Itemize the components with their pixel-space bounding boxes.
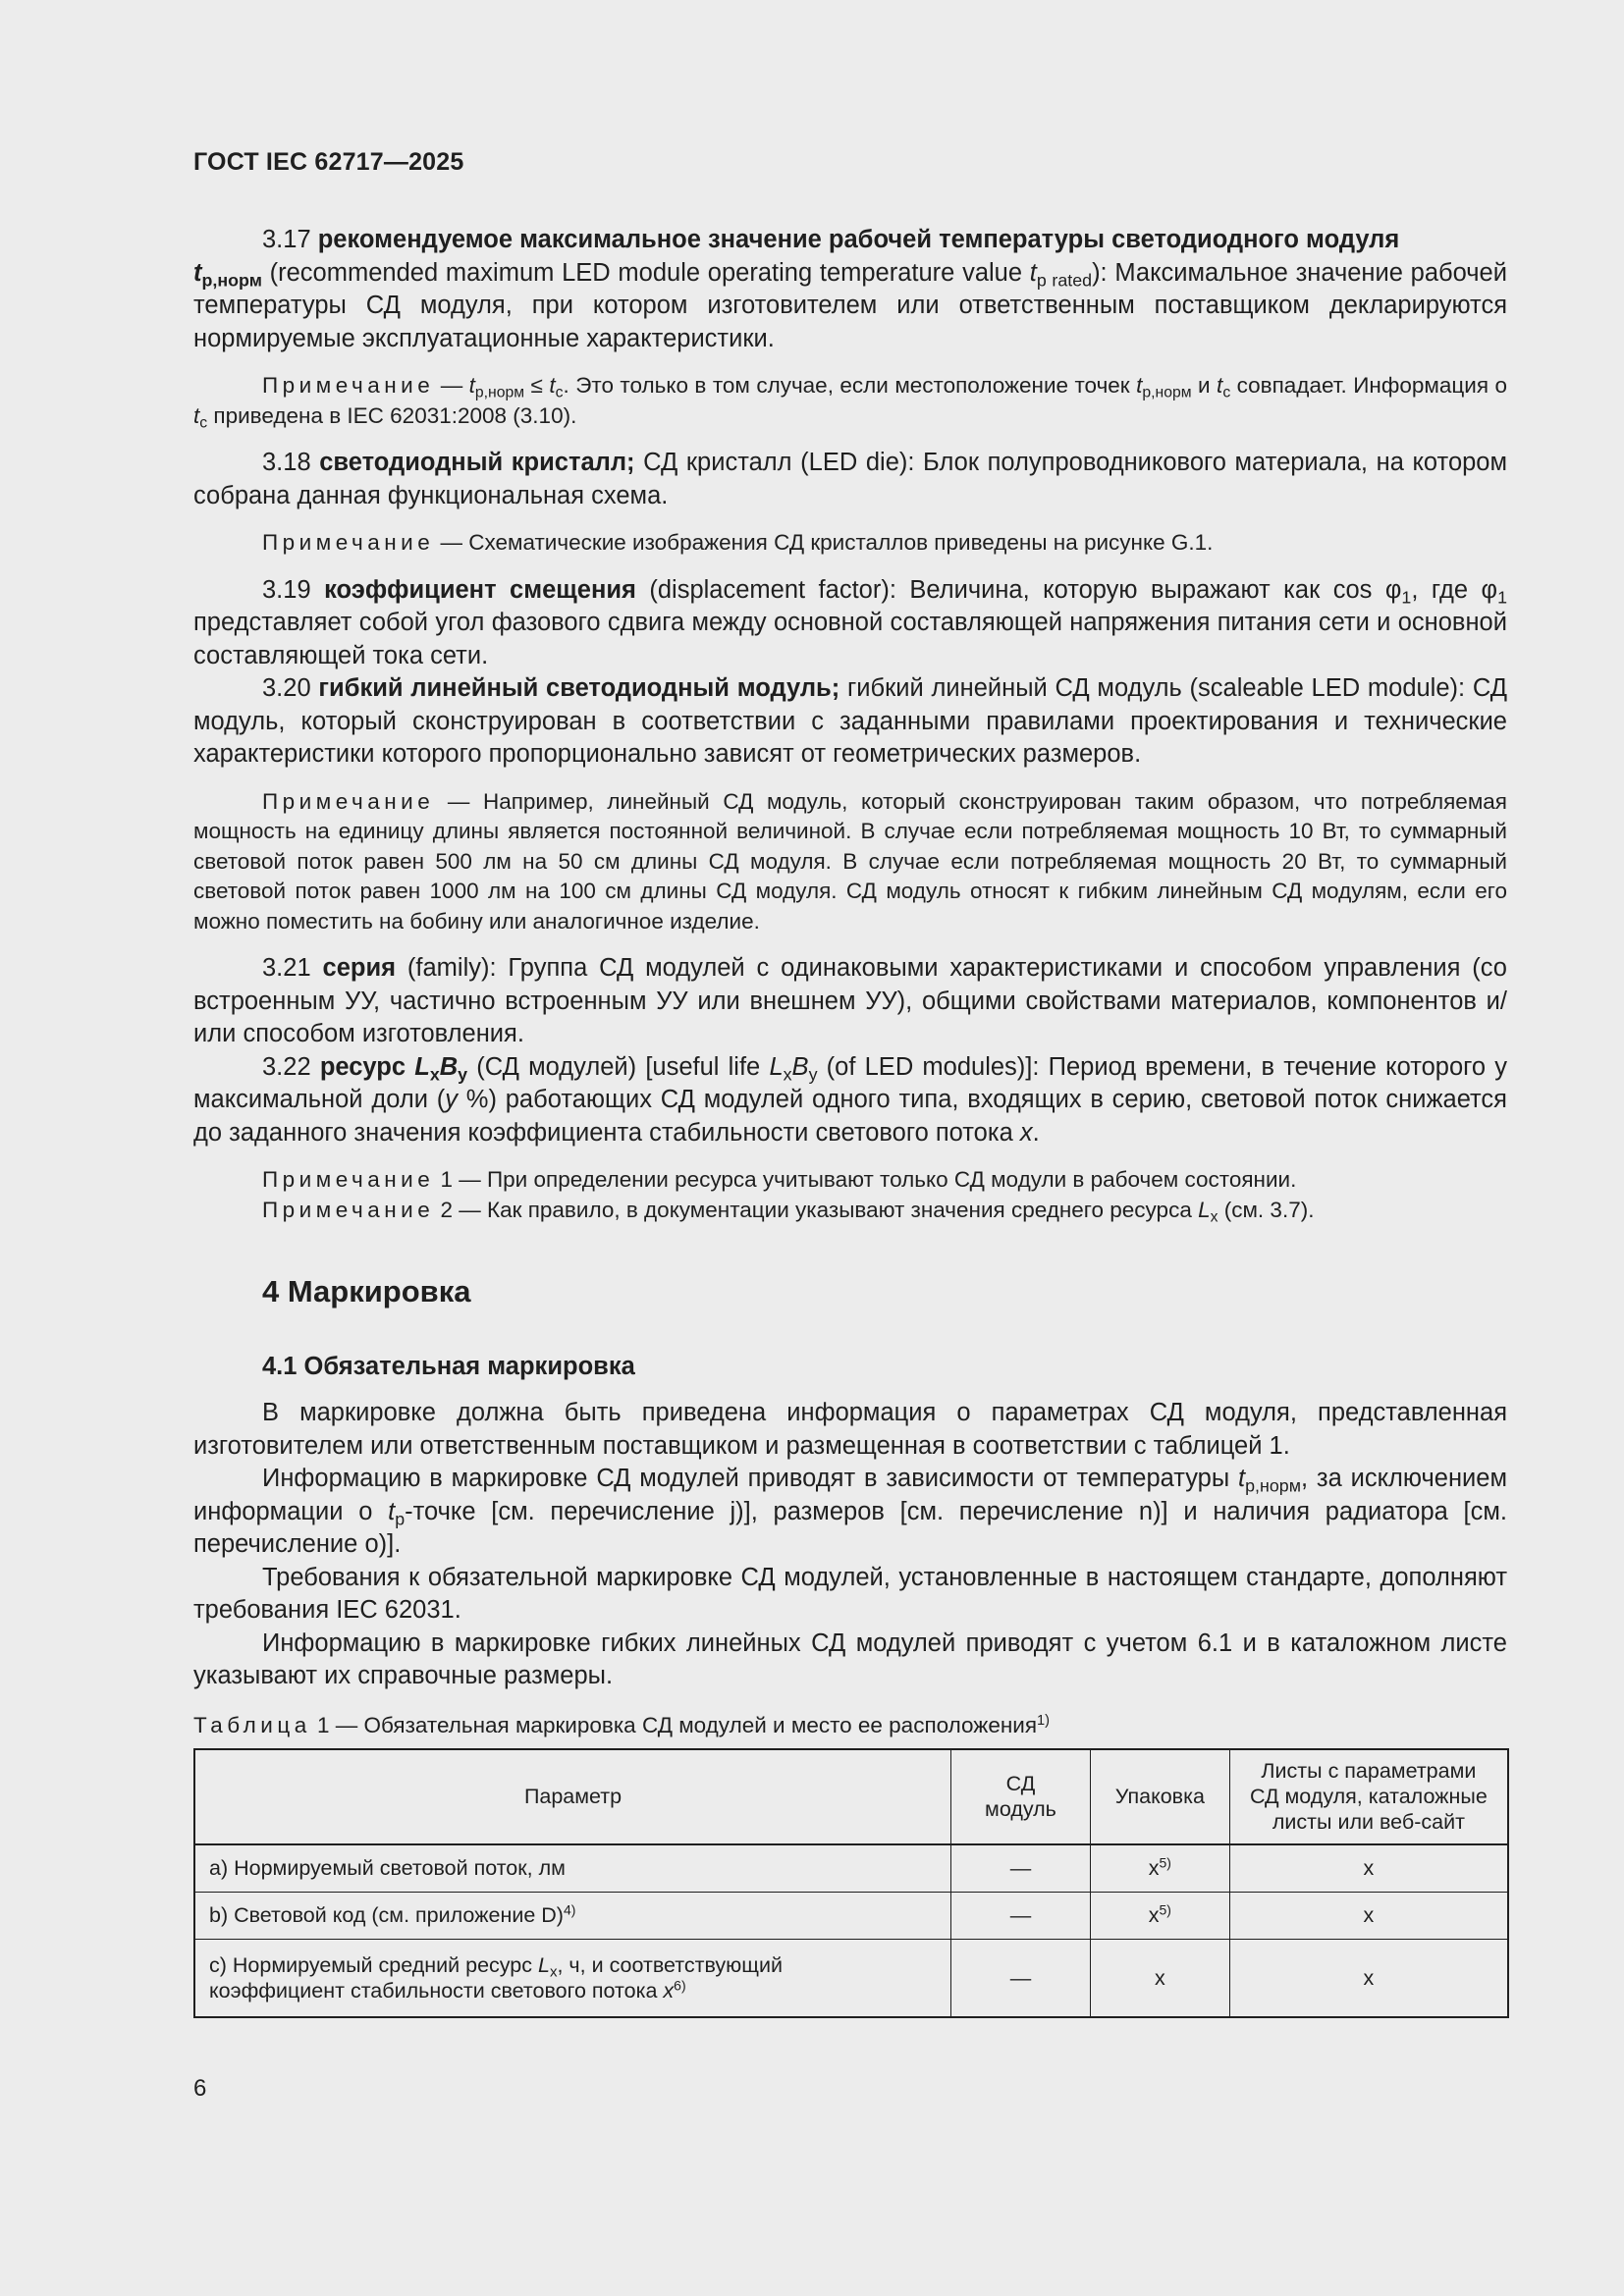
note-text: 1 — При определении ресурса учитывают только СД модули в рабочем состоянии. (434, 1167, 1297, 1192)
symbol: x (1019, 1118, 1033, 1147)
cell-package (1090, 1844, 1229, 1893)
cell-package: x (1090, 1939, 1229, 2017)
clause-text: представляет собой угол фазового сдвига между основной составляющей напряжения питания сети и основной составляющей тока сети. (193, 609, 1507, 669)
symbol-subscript: р,норм (1245, 1475, 1301, 1496)
clause-text: СД кристалл (LED die): Блок полупроводникового материала, на котором собрана данная функциональная схема. (193, 449, 1508, 509)
cell-parameter (194, 1939, 951, 2017)
note-text: ≤ (524, 373, 550, 398)
column-header-module (951, 1749, 1091, 1844)
cell-module: — (951, 1844, 1091, 1893)
clause-text: гибкий линейный СД модуль (scaleable LED module): СД модуль, который сконструирован в соответствии с заданными правилами проектирования и технические характеристики которого пропорционально зависят от геометрических размеров. (193, 674, 1507, 768)
note-dash: — (434, 788, 483, 814)
footnote-ref: 4) (563, 1901, 576, 1918)
note-dash: — (434, 373, 469, 398)
section-heading: 4 Маркировка (262, 1274, 471, 1308)
symbol-subscript: р (395, 1508, 406, 1528)
clause-number: 3.18 (262, 449, 320, 476)
clause-text: (СД модулей) [useful life (467, 1052, 770, 1081)
clause-text: . (1032, 1118, 1040, 1147)
symbol-subscript: p rated (1036, 269, 1093, 290)
clause-text: (family): Группа СД модулей с одинаковыми характеристиками и способом управления (со встроенным УУ, частично встроенным УУ или внешнем УУ), общими свойствами материалов, компонентов и/или способом изготовления. (193, 954, 1507, 1047)
symbol-subscript: c (555, 384, 564, 401)
note-dash: — (434, 530, 469, 555)
note-label: Примечание (262, 788, 435, 814)
note-label: Примечание (262, 1167, 435, 1192)
clause-text: , где φ (1411, 575, 1498, 604)
clause-3-21 (193, 952, 1507, 1051)
table-caption (193, 1713, 1507, 1738)
note-text: Например, линейный СД модуль, который сконструирован таким образом, что потребляемая мощность на единицу длины является постоянной величиной. В случае если потребляемая мощность 10 Вт, то суммарный световой поток равен 500 лм на 50 см длины СД модуля. В случае если потребляемая мощность 20 Вт, то суммарный световой поток равен 1000 лм на 100 см длины СД модуля. СД модуль относят к гибким линейным СД модулям, если его можно поместить на бобину или аналогичное изделие. (193, 788, 1507, 934)
note-3-22-2 (193, 1196, 1507, 1226)
clause-number: 3.19 (262, 575, 325, 604)
column-header-sheets (1229, 1749, 1508, 1844)
clause-text: (of LED modules)]: Период времени, в течение которого у максимальной доли ( (193, 1052, 1508, 1113)
header-line: листы или веб-сайт (1272, 1810, 1465, 1834)
note-text: и (1191, 373, 1218, 398)
document-body (193, 224, 1507, 2018)
clause-term: светодиодный кристалл; (319, 449, 635, 476)
clause-3-18 (193, 447, 1507, 512)
symbol: x (663, 1978, 675, 2002)
symbol: L (1198, 1197, 1211, 1222)
table-row (194, 1844, 1508, 1893)
cell-package (1090, 1892, 1229, 1939)
clause-text: %) работающих СД модулей одного типа, входящих в серию, световой поток снижается до заданного значения коэффициента стабильности светового потока (193, 1086, 1507, 1147)
clause-term: рекомендуемое максимальное значение рабочей температуры светодиодного модуля (317, 226, 1400, 253)
document-header: ГОСТ IEC 62717—2025 (193, 148, 464, 176)
cell-sheets: x (1229, 1892, 1508, 1939)
cell-module: — (951, 1939, 1091, 2017)
symbol-subscript: y (458, 1063, 468, 1084)
header-line: модуль (985, 1797, 1056, 1821)
clause-text: (displacement factor): Величина, которую выражают как cos φ (635, 575, 1402, 604)
footnote-ref: 6) (674, 1976, 686, 1993)
header-line: СД модуля, каталожные (1249, 1785, 1488, 1808)
footnote-ref: 1) (1037, 1712, 1051, 1729)
clause-3-17 (193, 224, 1507, 355)
clause-text: (recommended maximum LED module operating temperature value (261, 258, 1030, 287)
note-text: приведена в IEC 62031:2008 (3.10). (207, 402, 577, 428)
symbol-subscript: x (783, 1063, 792, 1084)
symbol: L (769, 1052, 784, 1081)
cell-module: — (951, 1892, 1091, 1939)
symbol: t (1238, 1465, 1246, 1492)
header-line: Листы с параметрами (1261, 1759, 1477, 1783)
clause-term: ресурс (319, 1052, 415, 1081)
note-label: Примечание (262, 1197, 435, 1222)
paragraph-text: -точке [см. перечисление j)], размеров [см. перечисление n)] и наличия радиатора [см. перечисление o)]. (193, 1497, 1507, 1558)
cell-sheets: x (1229, 1844, 1508, 1893)
symbol-subscript: c (1222, 384, 1231, 401)
table-row (194, 1939, 1508, 2017)
paragraph: В маркировке должна быть приведена информация о параметрах СД модуля, представленная изготовителем или ответственным поставщиком и размещенная в соответствии с таблицей 1. (193, 1399, 1507, 1460)
table-header-row (194, 1749, 1508, 1844)
note-text: совпадает. Информация о (1230, 373, 1507, 398)
column-header-parameter: Параметр (194, 1749, 951, 1844)
symbol: t (1136, 373, 1143, 398)
symbol-subscript: р,норм (474, 384, 525, 401)
clause-text: ): Максимальное значение рабочей температуры СД модуля, при котором изготовителем или ответственным поставщиком декларируются нормируемые эксплуатационные характеристики. (193, 258, 1507, 352)
clause-term: серия (322, 954, 397, 982)
header-line: СД (1005, 1772, 1036, 1795)
cell-parameter: a) Нормируемый световой поток, лм (194, 1844, 951, 1893)
note-label: Примечание (262, 373, 435, 398)
symbol-subscript: x (429, 1063, 440, 1084)
note-text: (см. 3.7). (1218, 1197, 1315, 1222)
clause-number: 3.22 (262, 1052, 320, 1081)
note-3-17 (193, 371, 1507, 431)
symbol-subscript: 1 (1401, 586, 1412, 607)
table-caption-label: Таблица (193, 1712, 311, 1737)
symbol: L (414, 1052, 430, 1081)
cell-value: коэффициент стабильности светового потока (209, 1978, 664, 2002)
footnote-ref: 5) (1159, 1901, 1171, 1918)
cell-value: c) Нормируемый средний ресурс (209, 1952, 538, 1977)
symbol: t (388, 1497, 396, 1525)
cell-value: b) Световой код (см. приложение D) (209, 1903, 564, 1927)
symbol: B (791, 1052, 809, 1081)
clause-number: 3.21 (262, 954, 323, 982)
symbol: y (445, 1086, 458, 1113)
note-text: . Это только в том случае, если местоположение точек (563, 373, 1137, 398)
note-3-22-1 (193, 1165, 1507, 1196)
footnote-ref: 5) (1159, 1854, 1171, 1871)
clause-3-19 (193, 574, 1507, 673)
term-symbol-subscript: р,норм (201, 269, 262, 290)
symbol-subscript: c (199, 414, 208, 432)
paragraph-text: , за исключением информации о (193, 1465, 1507, 1525)
note-label: Примечание (262, 530, 435, 555)
symbol-subscript: 1 (1497, 586, 1507, 607)
symbol: t (549, 373, 556, 398)
marking-table (193, 1748, 1509, 2018)
note-3-20 (193, 787, 1507, 937)
cell-value: x (1148, 1903, 1160, 1927)
symbol: t (1217, 373, 1223, 398)
clause-term: коэффициент смещения (324, 575, 636, 604)
symbol-subscript: x (1210, 1208, 1218, 1226)
symbol: B (439, 1052, 459, 1081)
cell-parameter (194, 1892, 951, 1939)
clause-term: гибкий линейный светодиодный модуль; (318, 674, 840, 702)
term-symbol: t (193, 258, 202, 287)
cell-value: x (1148, 1856, 1160, 1880)
symbol: L (537, 1952, 550, 1977)
clause-3-22 (193, 1051, 1507, 1150)
clause-3-20 (193, 672, 1507, 772)
cell-sheets: x (1229, 1939, 1508, 2017)
table-caption-text: 1 — Обязательная маркировка СД модулей и место ее расположения (310, 1712, 1038, 1737)
column-header-package: Упаковка (1090, 1749, 1229, 1844)
symbol: t (468, 373, 475, 398)
clause-number: 3.20 (262, 674, 319, 702)
symbol-subscript: x (549, 1963, 558, 1980)
cell-value: , ч, и соответствующий (557, 1952, 784, 1977)
note-3-18 (193, 528, 1507, 559)
paragraph-text: Информацию в маркировке СД модулей приводят в зависимости от температуры (262, 1465, 1239, 1492)
table-row (194, 1892, 1508, 1939)
paragraph: Требования к обязательной маркировке СД модулей, установленные в настоящем стандарте, дополняют требования IEC 62031. (193, 1563, 1507, 1624)
page-number: 6 (193, 2075, 207, 2102)
symbol: t (193, 402, 200, 428)
symbol-subscript: y (808, 1063, 818, 1084)
clause-number: 3.17 (262, 226, 318, 253)
symbol-subscript: р,норм (1142, 384, 1192, 401)
paragraph (193, 1463, 1507, 1562)
note-text: Схематические изображения СД кристаллов приведены на рисунке G.1. (468, 530, 1214, 555)
subsection-heading: 4.1 Обязательная маркировка (262, 1353, 635, 1380)
note-text: 2 — Как правило, в документации указывают значения среднего ресурса (434, 1197, 1199, 1222)
symbol: t (1029, 258, 1037, 287)
paragraph: Информацию в маркировке гибких линейных СД модулей приводят с учетом 6.1 и в каталожном листе указывают их справочные размеры. (193, 1629, 1507, 1689)
